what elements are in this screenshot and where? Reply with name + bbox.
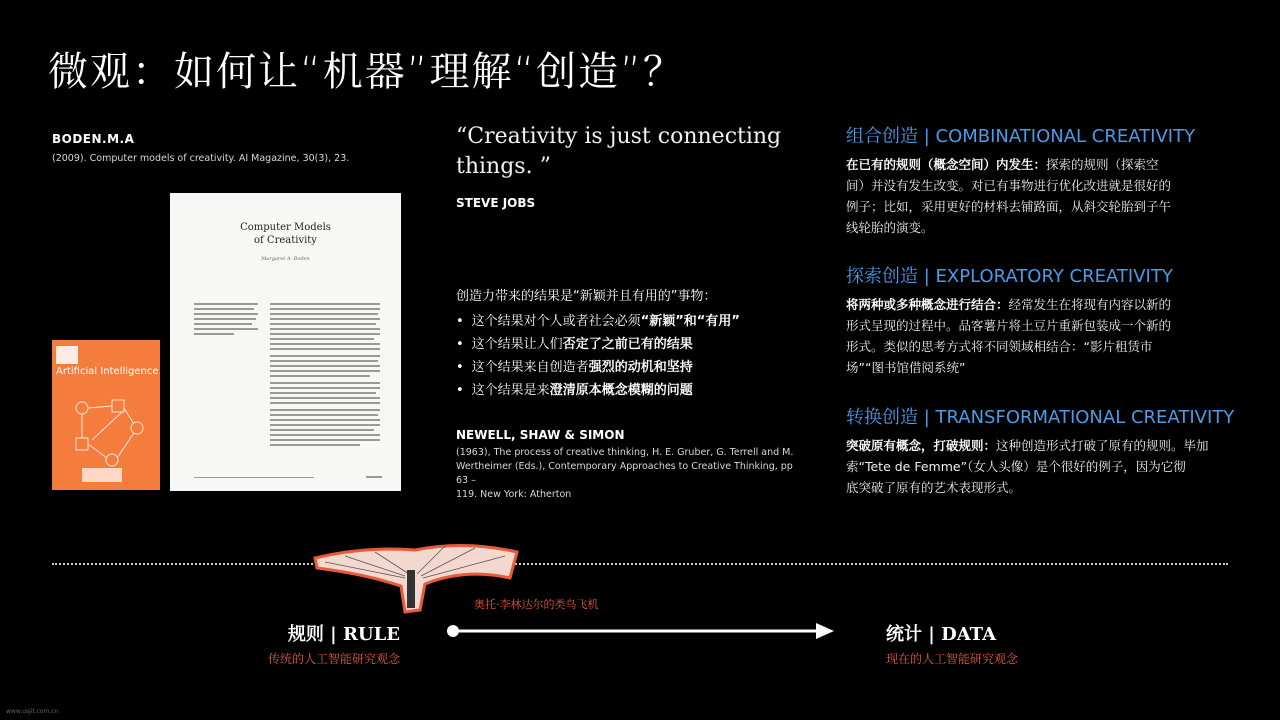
boden-reference bbox=[52, 132, 382, 166]
paper-text-lines bbox=[170, 193, 401, 491]
timeline-arrow bbox=[444, 620, 836, 642]
publisher-logo bbox=[56, 346, 78, 364]
list-item: • 这个结果对个人或者社会必须“新颖”和“有用” bbox=[456, 310, 816, 333]
page-title: 微观：如何让“机器”理解“创造”？ bbox=[48, 49, 685, 95]
book-cover bbox=[52, 340, 160, 490]
quote-author: STEVE JOBS bbox=[456, 196, 536, 210]
newell-reference bbox=[456, 428, 796, 502]
book-publisher-badge bbox=[82, 468, 122, 482]
footer-url: www.usjit.com.cn bbox=[6, 708, 59, 715]
list-item: • 这个结果来自创造者强烈的动机和坚持 bbox=[456, 356, 816, 379]
quote-block bbox=[456, 122, 796, 210]
dotted-divider bbox=[52, 563, 1228, 565]
category-heading: 转换创造 | TRANSFORMATIONAL CREATIVITY bbox=[846, 407, 1235, 428]
paper-title-line2: of Creativity bbox=[254, 235, 317, 246]
newell-author: NEWELL, SHAW & SIMON bbox=[456, 428, 625, 442]
category-body: 突破原有概念，打破规则：这种创造形式打破了原有的规则。毕加 索“Tete de Femme”（女人头像）是个很好的例子，因为它彻 底突破了原有的艺术表现形式。 bbox=[846, 438, 1209, 495]
book-cover-diagram bbox=[62, 388, 152, 478]
newell-citation-line2: Wertheimer (Eds.), Contemporary Approaches to Creative Thinking, pp 63 – bbox=[456, 461, 793, 486]
quote-line1: “Creativity is just connecting bbox=[456, 124, 782, 149]
book-cover-title: Artificial Intelligence bbox=[56, 366, 159, 377]
rule-title: 规则 | RULE bbox=[287, 624, 400, 645]
result-list bbox=[456, 310, 816, 402]
newell-citation-line1: (1963), The process of creative thinking, H. E. Gruber, G. Terrell and M. bbox=[456, 447, 794, 458]
paper-page bbox=[170, 193, 401, 491]
data-title: 统计 | DATA bbox=[886, 624, 997, 645]
list-item: • 这个结果让人们否定了之前已有的结果 bbox=[456, 333, 816, 356]
newell-citation-line3: 119. New York: Atherton bbox=[456, 489, 572, 500]
category-body: 在已有的规则（概念空间）内发生：探索的规则（探索空 间）并没有发生改变。对已有事物进行优化改进就是很好的 例子；比如，采用更好的材料去铺路面，从斜交轮胎到子午 线轮胎的演变。 bbox=[846, 157, 1172, 235]
paper-title-line1: Computer Models bbox=[240, 222, 331, 233]
category-exploratory bbox=[846, 262, 1246, 378]
category-body: 将两种或多种概念进行结合：经常发生在将现有内容以新的 形式呈现的过程中。品客薯片将土豆片重新包装成一个新的 形式。类似的思考方式将不同领域相结合：“影片租赁市 场”“图书馆借阅系统” bbox=[846, 297, 1172, 375]
result-intro: 创造力带来的结果是“新颖并且有用的”事物： bbox=[456, 289, 717, 304]
boden-author: BODEN.M.A bbox=[52, 132, 135, 146]
boden-citation: (2009). Computer models of creativity. AI Magazine, 30(3), 23. bbox=[52, 153, 350, 164]
category-transformational bbox=[846, 403, 1246, 498]
paper-author: Margaret A. Boden bbox=[261, 256, 310, 262]
quote-line2: things. ” bbox=[456, 154, 551, 179]
category-combinational bbox=[846, 122, 1246, 238]
category-heading: 探索创造 | EXPLORATORY CREATIVITY bbox=[846, 266, 1173, 287]
data-label bbox=[886, 620, 1086, 667]
category-heading: 组合创造 | COMBINATIONAL CREATIVITY bbox=[846, 126, 1196, 147]
list-item: • 这个结果是来澄清原本概念模糊的问题 bbox=[456, 379, 816, 402]
rule-label bbox=[250, 620, 400, 667]
result-block bbox=[456, 285, 816, 402]
data-subtitle: 现在的人工智能研究观念 bbox=[886, 652, 1019, 666]
rule-subtitle: 传统的人工智能研究观念 bbox=[267, 652, 400, 666]
ornithopter-caption: 奥托·李林达尔的类鸟飞机 bbox=[474, 598, 599, 611]
